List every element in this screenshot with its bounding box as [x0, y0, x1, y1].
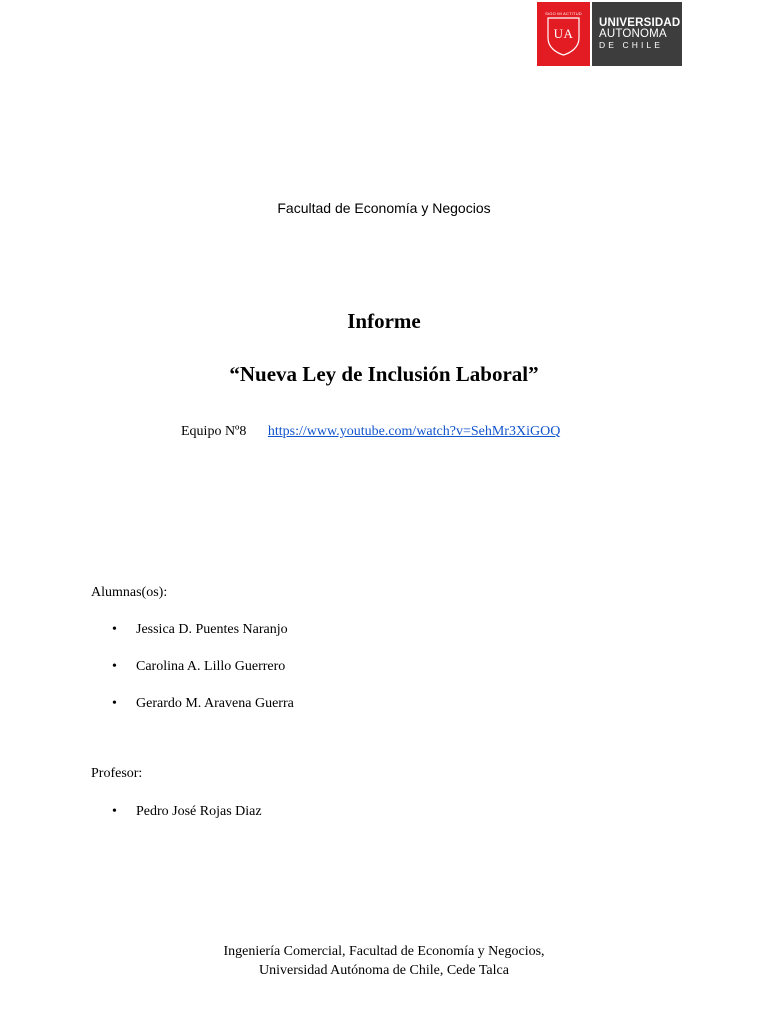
- logo-line-1: UNIVERSIDAD: [599, 17, 681, 29]
- students-list: [112, 622, 294, 733]
- student-name: Carolina A. Lillo Guerrero: [136, 659, 286, 674]
- logo-line-2: AUTONOMA: [599, 28, 667, 40]
- logo-monogram: UA: [553, 26, 574, 41]
- university-logo: [537, 2, 682, 66]
- document-title: “Nueva Ley de Inclusión Laboral”: [229, 362, 539, 386]
- list-item: [112, 696, 294, 733]
- footer: [0, 942, 768, 980]
- students-label: Alumnas(os):: [91, 585, 168, 600]
- list-item: [112, 804, 262, 841]
- logo-crest: [537, 2, 590, 66]
- document-type: Informe: [347, 309, 421, 333]
- list-item: [112, 622, 294, 659]
- bullet-icon: •: [112, 804, 117, 819]
- student-name: Jessica D. Puentes Naranjo: [136, 622, 288, 637]
- faculty-name: Facultad de Economía y Negocios: [277, 200, 491, 216]
- logo-wordmark: [592, 2, 682, 66]
- bullet-icon: •: [112, 622, 117, 637]
- student-name: Gerardo M. Aravena Guerra: [136, 696, 294, 711]
- video-link[interactable]: https://www.youtube.com/watch?v=SehMr3XiGOQ: [267, 424, 561, 439]
- logo-crest-text: SIGO MI ACTITUD: [545, 11, 582, 16]
- team-label: Equipo Nº8: [181, 424, 247, 439]
- teacher-list: [112, 804, 262, 841]
- footer-line-2: Universidad Autónoma de Chile, Cede Talca: [259, 963, 509, 978]
- team-line: [181, 424, 560, 440]
- bullet-icon: •: [112, 696, 117, 711]
- teacher-label: Profesor:: [91, 766, 143, 781]
- footer-line-1: Ingeniería Comercial, Facultad de Economía y Negocios,: [223, 944, 545, 959]
- teacher-name: Pedro José Rojas Diaz: [136, 804, 262, 819]
- logo-line-3: DE CHILE: [599, 40, 664, 50]
- bullet-icon: •: [112, 659, 117, 674]
- list-item: [112, 659, 294, 696]
